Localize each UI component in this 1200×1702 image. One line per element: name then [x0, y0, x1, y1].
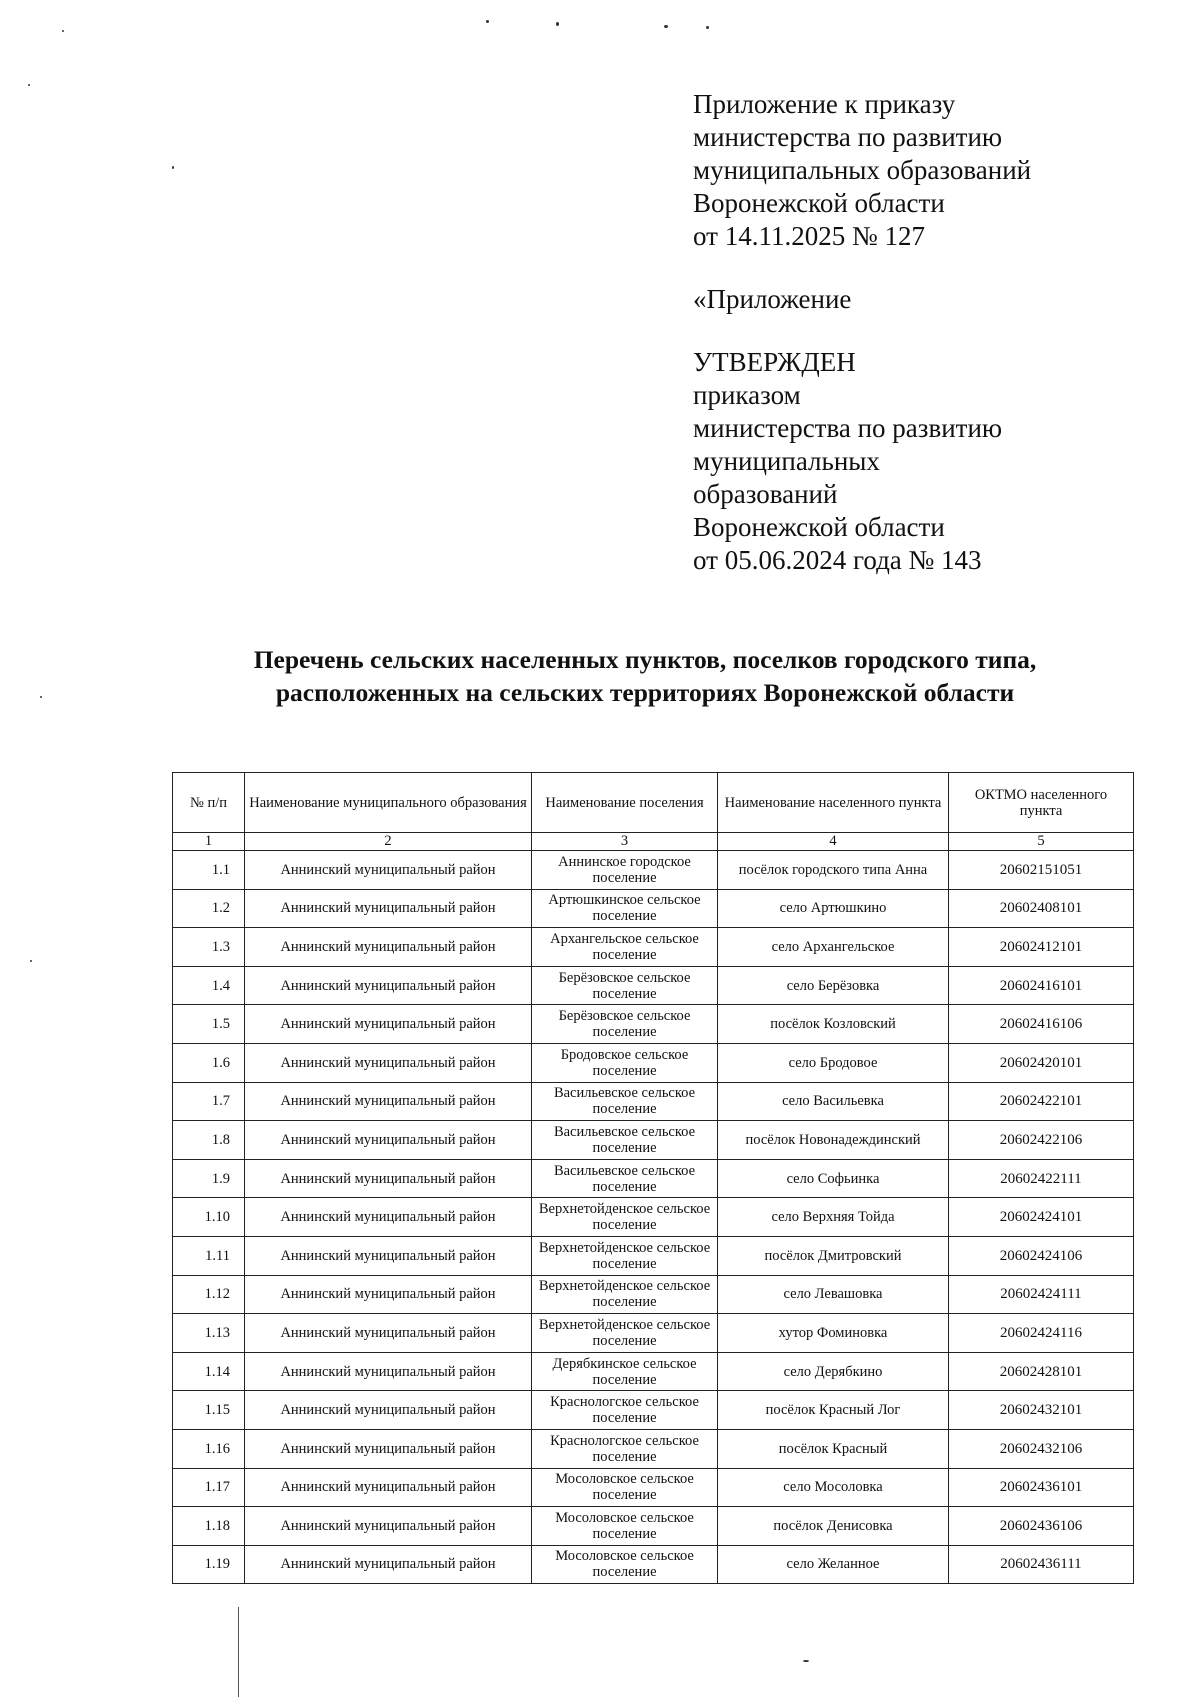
- row-number: 1.17: [173, 1468, 245, 1507]
- column-number: 2: [245, 833, 532, 851]
- document-title: [150, 643, 1140, 709]
- approved-line: министерства по развитию: [693, 413, 1003, 443]
- settlement-cell: Архангельское сельское поселение: [532, 928, 718, 967]
- oktmo-cell: 20602422106: [949, 1121, 1134, 1160]
- municipality-cell: Аннинский муниципальный район: [245, 1468, 532, 1507]
- approved-line: образований: [693, 479, 838, 509]
- settlement-cell: Верхнетойденское сельское поселение: [532, 1236, 718, 1275]
- locality-cell: посёлок Красный: [718, 1429, 949, 1468]
- oktmo-cell: 20602416101: [949, 966, 1134, 1005]
- municipality-cell: Аннинский муниципальный район: [245, 1314, 532, 1353]
- appendix-line: от 14.11.2025 № 127: [693, 221, 925, 251]
- municipality-cell: Аннинский муниципальный район: [245, 1429, 532, 1468]
- oktmo-cell: 20602420101: [949, 1043, 1134, 1082]
- table-row: [173, 1043, 1134, 1082]
- column-number: 5: [949, 833, 1134, 851]
- locality-cell: село Бродовое: [718, 1043, 949, 1082]
- row-number: 1.1: [173, 851, 245, 890]
- locality-cell: посёлок городского типа Анна: [718, 851, 949, 890]
- row-number: 1.5: [173, 1005, 245, 1044]
- scan-speck: [30, 960, 32, 962]
- locality-cell: село Артюшкино: [718, 889, 949, 928]
- column-header: № п/п: [173, 773, 245, 833]
- table-row: [173, 1391, 1134, 1430]
- row-number: 1.8: [173, 1121, 245, 1160]
- locality-cell: село Берёзовка: [718, 966, 949, 1005]
- settlement-cell: Мосоловское сельское поселение: [532, 1468, 718, 1507]
- oktmo-cell: 20602436101: [949, 1468, 1134, 1507]
- oktmo-cell: 20602424116: [949, 1314, 1134, 1353]
- settlement-cell: Берёзовское сельское поселение: [532, 1005, 718, 1044]
- oktmo-cell: 20602422111: [949, 1159, 1134, 1198]
- row-number: 1.7: [173, 1082, 245, 1121]
- scan-speck: [803, 1660, 809, 1662]
- locality-cell: село Мосоловка: [718, 1468, 949, 1507]
- column-header: Наименование муниципального образования: [245, 773, 532, 833]
- settlement-cell: Дерябкинское сельское поселение: [532, 1352, 718, 1391]
- title-line: Перечень сельских населенных пунктов, поселков городского типа,: [253, 645, 1037, 674]
- settlement-cell: Васильевское сельское поселение: [532, 1121, 718, 1160]
- settlement-cell: Васильевское сельское поселение: [532, 1159, 718, 1198]
- settlements-table: [172, 772, 1134, 1584]
- settlement-cell: Берёзовское сельское поселение: [532, 966, 718, 1005]
- title-line: расположенных на сельских территориях Воронежской области: [275, 678, 1015, 707]
- municipality-cell: Аннинский муниципальный район: [245, 1121, 532, 1160]
- row-number: 1.15: [173, 1391, 245, 1430]
- table-row: [173, 1159, 1134, 1198]
- table-row: [173, 1236, 1134, 1275]
- row-number: 1.16: [173, 1429, 245, 1468]
- column-number-row: [173, 833, 1134, 851]
- settlement-cell: Васильевское сельское поселение: [532, 1082, 718, 1121]
- municipality-cell: Аннинский муниципальный район: [245, 1082, 532, 1121]
- municipality-cell: Аннинский муниципальный район: [245, 1275, 532, 1314]
- scan-speck: [556, 22, 559, 26]
- table-row: [173, 1507, 1134, 1546]
- settlement-cell: Верхнетойденское сельское поселение: [532, 1198, 718, 1237]
- row-number: 1.12: [173, 1275, 245, 1314]
- column-number: 4: [718, 833, 949, 851]
- oktmo-cell: 20602408101: [949, 889, 1134, 928]
- oktmo-cell: 20602151051: [949, 851, 1134, 890]
- appendix-line: муниципальных образований: [693, 155, 1032, 185]
- municipality-cell: Аннинский муниципальный район: [245, 1545, 532, 1584]
- locality-cell: село Дерябкино: [718, 1352, 949, 1391]
- settlement-cell: Аннинское городское поселение: [532, 851, 718, 890]
- scan-speck: [706, 26, 709, 29]
- municipality-cell: Аннинский муниципальный район: [245, 1198, 532, 1237]
- settlement-cell: Краснологское сельское поселение: [532, 1429, 718, 1468]
- oktmo-cell: 20602436106: [949, 1507, 1134, 1546]
- table-row: [173, 1005, 1134, 1044]
- approved-line: приказом: [693, 380, 801, 410]
- table-row: [173, 1198, 1134, 1237]
- row-number: 1.3: [173, 928, 245, 967]
- approved-heading: УТВЕРЖДЕН: [693, 347, 856, 377]
- municipality-cell: Аннинский муниципальный район: [245, 1391, 532, 1430]
- scan-speck: [28, 84, 30, 86]
- scan-speck: [62, 30, 64, 32]
- appendix-label: «Приложение: [693, 284, 852, 314]
- locality-cell: село Левашовка: [718, 1275, 949, 1314]
- column-number: 3: [532, 833, 718, 851]
- table-row: [173, 1082, 1134, 1121]
- locality-cell: посёлок Дмитровский: [718, 1236, 949, 1275]
- scan-speck: [172, 166, 174, 169]
- approved-line: муниципальных: [693, 446, 880, 476]
- settlement-cell: Артюшкинское сельское поселение: [532, 889, 718, 928]
- settlement-cell: Мосоловское сельское поселение: [532, 1545, 718, 1584]
- row-number: 1.18: [173, 1507, 245, 1546]
- settlement-cell: Краснологское сельское поселение: [532, 1391, 718, 1430]
- appendix-line: Воронежской области: [693, 188, 945, 218]
- column-header: Наименование населенного пункта: [718, 773, 949, 833]
- table-row: [173, 1275, 1134, 1314]
- oktmo-cell: 20602436111: [949, 1545, 1134, 1584]
- oktmo-cell: 20602424101: [949, 1198, 1134, 1237]
- locality-cell: село Верхняя Тойда: [718, 1198, 949, 1237]
- municipality-cell: Аннинский муниципальный район: [245, 1043, 532, 1082]
- scan-speck: [40, 696, 42, 698]
- locality-cell: село Софьинка: [718, 1159, 949, 1198]
- scan-line: [238, 1607, 239, 1697]
- municipality-cell: Аннинский муниципальный район: [245, 966, 532, 1005]
- oktmo-cell: 20602432106: [949, 1429, 1134, 1468]
- table-body: [173, 851, 1134, 1584]
- row-number: 1.6: [173, 1043, 245, 1082]
- table-row: [173, 851, 1134, 890]
- table-row: [173, 966, 1134, 1005]
- locality-cell: посёлок Новонадеждинский: [718, 1121, 949, 1160]
- row-number: 1.9: [173, 1159, 245, 1198]
- municipality-cell: Аннинский муниципальный район: [245, 1236, 532, 1275]
- column-header: Наименование поселения: [532, 773, 718, 833]
- oktmo-cell: 20602412101: [949, 928, 1134, 967]
- municipality-cell: Аннинский муниципальный район: [245, 1005, 532, 1044]
- table-row: [173, 1314, 1134, 1353]
- municipality-cell: Аннинский муниципальный район: [245, 1159, 532, 1198]
- locality-cell: село Архангельское: [718, 928, 949, 967]
- oktmo-cell: 20602428101: [949, 1352, 1134, 1391]
- oktmo-cell: 20602424111: [949, 1275, 1134, 1314]
- settlement-cell: Бродовское сельское поселение: [532, 1043, 718, 1082]
- row-number: 1.10: [173, 1198, 245, 1237]
- approved-line: от 05.06.2024 года № 143: [693, 545, 982, 575]
- row-number: 1.4: [173, 966, 245, 1005]
- oktmo-cell: 20602422101: [949, 1082, 1134, 1121]
- municipality-cell: Аннинский муниципальный район: [245, 851, 532, 890]
- table-row: [173, 1545, 1134, 1584]
- appendix-line: Приложение к приказу: [693, 89, 956, 119]
- table-row: [173, 1468, 1134, 1507]
- row-number: 1.2: [173, 889, 245, 928]
- locality-cell: посёлок Козловский: [718, 1005, 949, 1044]
- row-number: 1.11: [173, 1236, 245, 1275]
- column-number: 1: [173, 833, 245, 851]
- oktmo-cell: 20602416106: [949, 1005, 1134, 1044]
- table-row: [173, 1429, 1134, 1468]
- municipality-cell: Аннинский муниципальный район: [245, 928, 532, 967]
- column-header: ОКТМО населенного пункта: [949, 773, 1134, 833]
- settlement-cell: Мосоловское сельское поселение: [532, 1507, 718, 1546]
- oktmo-cell: 20602424106: [949, 1236, 1134, 1275]
- row-number: 1.19: [173, 1545, 245, 1584]
- row-number: 1.14: [173, 1352, 245, 1391]
- table-row: [173, 928, 1134, 967]
- table-header-row: [173, 773, 1134, 833]
- approved-line: Воронежской области: [693, 512, 945, 542]
- settlement-cell: Верхнетойденское сельское поселение: [532, 1275, 718, 1314]
- appendix-line: министерства по развитию: [693, 122, 1003, 152]
- municipality-cell: Аннинский муниципальный район: [245, 889, 532, 928]
- table-row: [173, 1352, 1134, 1391]
- municipality-cell: Аннинский муниципальный район: [245, 1352, 532, 1391]
- table-row: [173, 1121, 1134, 1160]
- table-row: [173, 889, 1134, 928]
- locality-cell: посёлок Красный Лог: [718, 1391, 949, 1430]
- appendix-block: [693, 88, 1163, 577]
- oktmo-cell: 20602432101: [949, 1391, 1134, 1430]
- municipality-cell: Аннинский муниципальный район: [245, 1507, 532, 1546]
- locality-cell: село Васильевка: [718, 1082, 949, 1121]
- locality-cell: хутор Фоминовка: [718, 1314, 949, 1353]
- scan-speck: [664, 25, 668, 28]
- scan-speck: [486, 20, 489, 23]
- settlement-cell: Верхнетойденское сельское поселение: [532, 1314, 718, 1353]
- locality-cell: посёлок Денисовка: [718, 1507, 949, 1546]
- locality-cell: село Желанное: [718, 1545, 949, 1584]
- row-number: 1.13: [173, 1314, 245, 1353]
